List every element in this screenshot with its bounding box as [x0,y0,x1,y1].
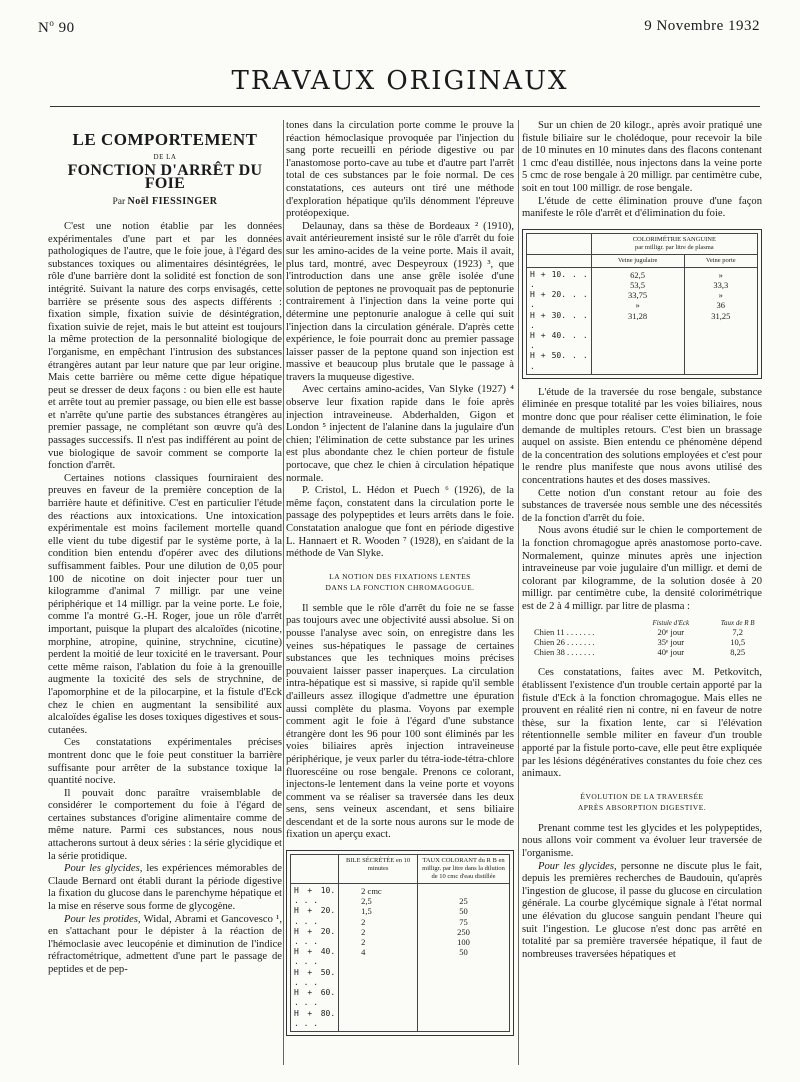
table-cell: 33,3 [713,279,729,290]
table-row [530,647,770,657]
table-cell: 35ᵉ jour [657,637,685,648]
table-cell: 1,5 [361,906,372,917]
paragraph: Delaunay, dans sa thèse de Bordeaux ² (1910), avait antérieurement insisté sur le rôle d'arrêt du foie sur les amino-acides de la veine porte. Mais il avait, plus tard, montré, avec Despeyroux (1923) ³, que l'introduction dans une anse grêle isolée d'une solution de peptones ne provoquait pas de peptonurie contrairement à l'injection dans la veine porte qui détermine une peptonurie analogue à celle qui suit l'injection dans la circulation générale. D'après cette expérience, le foie pourrait donc au premier passage laisser passer de la peptone quand son injection est massive et beaucoup plus brutale que le passage à travers la muqueuse digestive. [286,220,514,383]
table-cell: Chien 38 . . . . . . . [534,647,595,658]
table-cell: 2 [361,937,366,948]
issue-date: 9 Novembre 1932 [644,18,760,34]
paragraph: C'est une notion établie par les données expérimentales d'une part et par les données pathologiques de l'autre, que le foie joue, à l'égard des substances toxiques ou alimentaires désintégrées, le rôle d'une barrière dont la solidité est fonction de son intégrité. Suivant la nature des corps envisagés, cette barrière se présente sous des aspects différents : fixation simple, fixation suivie de désintégration, fixation suivie de rejet, mais le but atteint est toujours la même protection de la personnalité biologique de l'organisme, en empêchant l'intrusion des substances étrangères autant par leur nature que par leur origine. Mais cette barrière ou même cette digue hépatique peut se dresser de deux façons : ou bien elle est haute et arrête tout au premier passage, ou bien elle est basse et n'arrête qu'une partie des substances étrangères au premier passage, ne complétant son œuvre qu'à des passages successifs. Il n'est pas indifférent au point de vue biologique de savoir comment se comporte la fonction d'arrêt. [48,220,282,472]
column-2 [286,120,514,1044]
table-cell: H + 10. . . . [530,269,588,289]
article-title-connector: DE LA [153,152,177,161]
table-header: BILE SÉCRÉTÉE en 10 minutes [339,855,418,884]
paragraph: L'étude de la traversée du rose bengale, substance éliminée en presque totalité par les voies biliaires, nous montre donc que pour réaliser cette élimination, le foie demande de multiples retours. C'est bien un brassage auquel on assiste. Bien entendu ce phénomène dépend de la concentration des solutions employées et c'est pour le rendre plus manifeste que nous avons utilisé des concentrations hautes et des doses massives. [522,386,762,486]
paragraph: Sur un chien de 20 kilogr., après avoir pratiqué une fistule biliaire sur le cholédoque, pour recevoir la bile de 10 minutes en 10 minutes dans des flacons contenant 1 cmc d'eau distillée, nous injectons dans la veine porte 5 cmc de rose bengale à 20 milligr. par centimètre cube, soit en tout 100 milligr. de rose bengale. [522,120,762,194]
table-cell: 31,28 [628,310,648,321]
paragraph: Avec certains amino-acides, Van Slyke (1927) ⁴ observe leur fixation rapide dans le foie après injection intraveineuse. Abderhalden, Gigon et London ⁵ injectent de l'alanine dans la jugulaire d'un chien; l'élimination de cette substance par les urines est plus abondante chez le chien porteur de fistule portocave, que chez le chien à circulation hépatique normale. [286,384,514,484]
table-cell: 4 [361,947,366,958]
table-cell: 53,5 [630,279,646,290]
table-cell: 62,5 [630,269,646,280]
column-1 [48,120,282,977]
table-cell: 50 [459,947,468,958]
table-header: TAUX COLORANT du R B en milligr. par litre dans la dilution de 10 cmc d'eau distillée [418,855,510,884]
bile-table [286,850,514,1036]
table-header: Veine jugulaire [591,254,684,267]
table-cell: H + 50. . . . [530,351,588,371]
column-divider [283,120,284,1065]
table-cell: 75 [459,916,468,927]
table-cell: H + 20. . . . [530,290,588,310]
table-cell: 2 [361,916,366,927]
table-column-bile [339,884,418,1032]
paragraph: Ces constatations, faites avec M. Petkovitch, établissent l'existence d'un trouble certain apporté par la fistule d'Eck à la fonction chromagogue. Mais elles ne prouvent en réalité rien ni contre, ni en faveur de notre thèse, sur la fixation lente, car si l'élévation rétentionnelle semble militer en faveur d'un trouble apporté par la fistule porto-cave, elle peut être expliquée par les lésions dégénératives constantes du foie chez ces animaux. [522,667,762,780]
paragraph: Nous avons étudié sur le chien le comportement de la fonction chromagogue après anastomose porto-cave. Normalement, quinze minutes après une injection intraveineuse par voie jugulaire d'un milligr. et demi de colorant par kilogramme, de la solution dosée à 20 milligr. par centimètre cube, la densité colorimétrique est de 2 à 4 milligr. par litre de plasma : [522,525,762,612]
section-heading: LA NOTION DES FIXATIONS LENTES DANS LA FONCTION CHROMAGOGUE. [325,571,475,592]
paragraph: P. Cristol, L. Hédon et Puech ⁶ (1926), de la même façon, constatent dans la circulation porte le passage des polypeptides et leurs arrêts dans le foie. Constatation analogue que font en période digestive L. Hannaert et R. Wooden ⁷ (1928), en s'aidant de la méthode de Van Slyke. [286,485,514,560]
table-cell: 31,25 [711,310,731,321]
table-header: Taux de R B [720,619,755,628]
paragraph: tones dans la circulation porte comme le prouve la réaction hémoclasique provoquée par l'injection du sang porte recueilli en période digestive ou par l'anastomose porto-cave au tube et d'autre part l'arrêt total de ces substances par le foie normal. De ces constatations, ces auteurs ont tiré une méthode d'exploration hépatique qu'ils dénomment l'épreuve protéopexique. [286,120,514,220]
table-cell: 7,2 [732,627,743,638]
table-cell: H + 50. . . . [294,967,336,987]
table-cell: H + 10. . . . [294,886,336,906]
paragraph: L'étude de cette élimination prouve d'une façon manifeste le rôle d'arrêt et d'élimination du foie. [522,195,762,220]
table-cell: H + 80. . . . [294,1008,336,1028]
table-cell: 2,5 [361,896,372,907]
column-divider [518,120,519,1065]
table-row-labels [527,267,592,374]
table-cell: H + 40. . . . [294,947,336,967]
paragraph: Pour les glycides, personne ne discute plus le fait, depuis les premières recherches de Baudouin, qu'après l'ingestion de glucose, il passe du glucose en circulation générale. La courbe glycémique signale à l'état normal une élévation du glucose sanguin pendant l'heure qui suit l'ingestion. Le glucose n'est donc pas arrêté en totalité par sa première traversée hépatique, il faut de nombreuses traversées hépatiques et [522,860,762,960]
table-cell: 20ᵉ jour [657,627,685,638]
table-cell: H + 60. . . . [294,988,336,1008]
section-rubric: TRAVAUX ORIGINAUX [231,66,569,96]
table-column-porte [684,267,757,374]
table-header: Veine porte [684,254,757,267]
paragraph: Certaines notions classiques fourniraient des preuves en faveur de la première conception de la barrière haute et définitive. C'est en particulier l'étude des réactions aux intoxications. Une intoxication expérimentale est moins facilement mortelle quand elle vient du tube digestif par le système porte, à la condition bien entendu d'opérer avec des dilutions suffisamment faibles. Pour une dilution de 0,05 pour 100 de nicotine on doit injecter pour tuer un kilogramme d'animal 7 milligr. par une veine périphérique et 14 milligr. par la veine porte. Le foie, comme l'a montré G.-H. Roger, joue un rôle d'arrêt important, puisque la plupart des alcaloïdes (nicotine, morphine, atropine, quinine, strychnine, cicutine) perdent la moitié de leur toxicité en le traversant. Pour cette même raison, l'ablation du foie à la grenouille augmente la toxicité des sels de strychnine, de l'apomorphine et de la pilocarpine, et la fistule d'Eck chez le chien en augmentant la sensibilité aux alcaloïdes égalise les doses toxiques digestives et sous-cutanées. [48,472,282,736]
paragraph: Il semble que le rôle d'arrêt du foie ne se fasse pas toujours avec une objectivité aussi absolue. Si on pousse l'analyse avec soin, on enregistre dans les veines sus-hépatiques le passage de certaines substances que les techniques moins précises pouvaient laisser passer inaperçues. La circulation intra-hépatique est si massive, si rapide qu'il semble d'ailleurs assez illogique d'admettre une épuration aussi complète du plasma. Voyons par exemple comment agit le foie à l'égard d'une substance étrangère dont les 96 pour 100 sont éliminés par les voies biliaires après injection intraveineuse périphérique, je veux parler du tétra-iode-tétra-chlore fluorescéine ou rose bengale. Prenons ce colorant, injectons-le lentement dans la veine porte et voyons comment va se réaliser sa traversée dans les deux sens, sens veineux ascendant, et sens biliaire descendant et de la sorte nous aurons sur le mode de fixation un aperçu exact. [286,602,514,841]
paragraph: Pour les glycides, les expériences mémorables de Claude Bernard ont établi durant la période digestive la fixation du glucose dans le parenchyme hépatique et la mise en réserve sous forme de glycogène. [48,863,282,913]
table-cell: H + 20. . . . [294,906,336,926]
table-cell: 25 [459,896,468,907]
article-title-line2: FONCTION D'ARRÊT DU FOIE [67,162,263,192]
table-header: Fistule d'Eck [652,619,690,628]
table-cell: 10,5 [730,637,746,648]
paragraph: Ces constatations expérimentales précises montrent donc que le foie peut constituer la barrière suffisante pour arrêter de la substance toxique la quantité nocive. [48,737,282,787]
section-heading: ÉVOLUTION DE LA TRAVERSÉE APRÈS ABSORPTION DIGESTIVE. [577,791,707,812]
table-cell: Chien 11 . . . . . . . [534,627,595,638]
table-cell: H + 40. . . . [530,330,588,351]
table-cell: » [718,290,723,301]
paragraph: Prenant comme test les glycides et les polypeptides, nous allons voir comment va évoluer leur traversée de l'organisme. [522,822,762,859]
paragraph: Pour les protides, Widal, Abrami et Gancovesco ¹, en s'attachant pour le dépister à la réaction de l'hémoclasie avec leucopénie et diminution de l'indice réfractométrique, admettent d'une part le passage de peptides et de pep- [48,913,282,975]
table-cell: 100 [457,937,470,948]
fistula-table [530,619,770,657]
issue-number: $N^o$ 90 [38,18,75,36]
table-cell: 250 [457,926,470,937]
table-column-jugulaire [591,267,684,374]
table-title: COLORIMÉTRIE SANGUINE par milligr. par litre de plasma [591,233,757,254]
table-cell: 50 [459,906,468,917]
article-title-line1: LE COMPORTEMENT [72,130,258,149]
table-row [530,637,770,647]
article-author: Par Noël FIESSINGER [112,196,218,208]
table-row [530,627,770,637]
table-row-labels [291,884,339,1032]
table-cell: H + 20. . . . [294,926,336,947]
column-3 [522,120,762,961]
colorimetry-table [522,229,762,379]
table-cell: H + 30. . . . [530,310,588,330]
table-cell: 2 cmc [361,886,382,897]
table-cell: 8,25 [730,647,746,658]
header-rule [50,106,760,107]
table-cell: » [635,300,640,311]
table-cell: Chien 26 . . . . . . . [534,637,595,648]
paragraph: Il pouvait donc paraître vraisemblable de considérer le comportement du foie à l'égard de certaines substances d'origine alimentaire comme de même nature. Parmi ces substances, nous nous attacherons surtout à deux séries : la série glycidique et la série protidique. [48,787,282,862]
table-cell: 36 [716,300,726,311]
table-column-taux [418,884,510,1032]
table-cell: 40ᵉ jour [657,647,685,658]
table-cell: » [718,269,723,280]
paragraph: Cette notion d'un constant retour au foie des substances de traversée nous semble une des nécessités de la fonction d'arrêt du foie. [522,487,762,524]
table-cell: 2 [361,926,366,937]
table-cell: 33,75 [628,290,648,301]
table-cell [421,886,506,896]
